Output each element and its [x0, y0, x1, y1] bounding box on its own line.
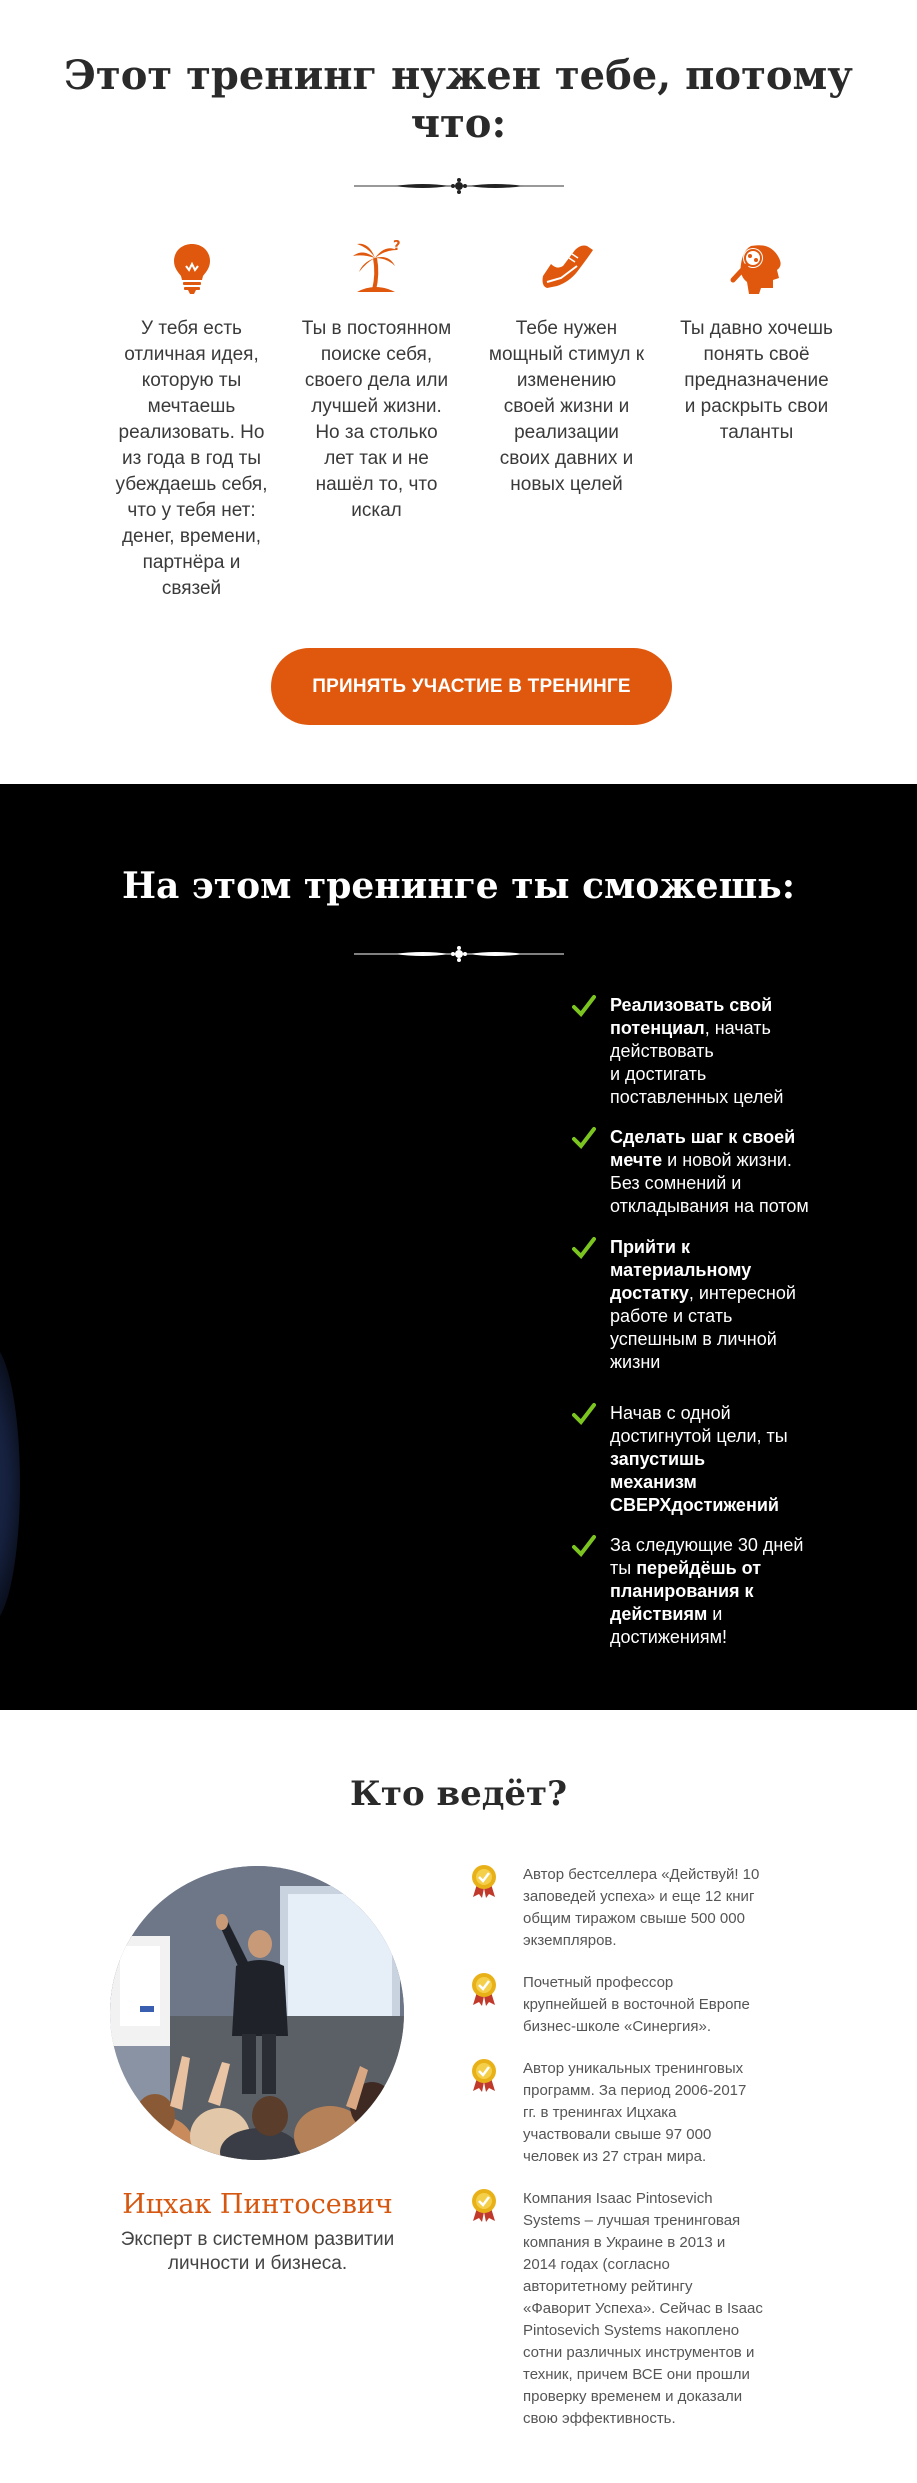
reasons-list	[104, 236, 844, 606]
fact-line: «Фаворит Успеха». Сейчас в Isaac	[523, 2300, 763, 2317]
checkmark-icon	[572, 1236, 596, 1260]
join-training-button[interactable]: ПРИНЯТЬ УЧАСТИЕ В ТРЕНИНГЕ	[271, 648, 672, 725]
fact-line: человек из 27 стран мира.	[523, 2148, 707, 2165]
fact-line: гг. в тренингах Ицхака	[523, 2104, 677, 2121]
benefit-text	[610, 994, 880, 1109]
benefits-title: На этом тренинге ты сможешь:	[122, 865, 795, 907]
benefit-text	[610, 1126, 880, 1218]
benefit-plain: ты	[610, 1558, 637, 1578]
fact-line: участвовали свыше 97 000	[523, 2126, 712, 2143]
benefit-bold: планирования к	[610, 1581, 754, 1601]
benefit-plain: и	[707, 1604, 723, 1624]
fact-line: свою эффективность.	[523, 2410, 676, 2427]
benefit-plain: и новой жизни.	[662, 1150, 792, 1170]
benefit-bold: Сделать шаг к своей	[610, 1127, 796, 1147]
reason-item	[669, 236, 844, 446]
benefit-plain: поставленных целей	[610, 1087, 784, 1107]
checkmark-icon	[572, 1402, 596, 1426]
fact-line: компания в Украине в 2013 и	[523, 2234, 726, 2251]
fact-line: Systems – лучшая тренинговая	[523, 2212, 741, 2229]
checkmark-icon	[572, 1126, 596, 1150]
fact-line: общим тиражом свыше 500 000	[523, 1910, 745, 1927]
ornament-divider	[0, 944, 917, 964]
reason-item	[104, 236, 279, 602]
why-title-line2: что:	[410, 100, 507, 147]
why-title	[0, 52, 917, 148]
speaker-photo-edge	[0, 1344, 20, 1624]
benefit-bold: перейдёшь от	[636, 1558, 762, 1578]
benefit-plain: , начать	[704, 1018, 771, 1038]
benefit-bold: действиям	[610, 1604, 708, 1624]
reason-item	[479, 236, 654, 498]
benefit-bold: мечте	[610, 1150, 663, 1170]
fact-line: сотни различных инструментов и	[523, 2344, 755, 2361]
award-medal-icon	[470, 2188, 498, 2222]
benefit-plain: , интересной	[688, 1283, 796, 1303]
fact-text	[523, 1972, 783, 2038]
benefit-text	[610, 1534, 880, 1649]
reason-text: Ты давно хочешь понять своё предназначение и раскрыть свои таланты	[680, 318, 833, 443]
svg-text:?: ?	[392, 239, 401, 254]
fact-line: программ. За период 2006-2017	[523, 2082, 747, 2099]
reason-text: Тебе нужен мощный стимул к изменению своей жизни и реализации своих давних и новых целей	[488, 318, 645, 495]
benefit-plain: жизни	[610, 1352, 661, 1372]
fact-line: техник, причем ВСЕ они прошли	[523, 2366, 750, 2383]
fact-line: Автор уникальных тренинговых	[523, 2060, 744, 2077]
benefit-bold: механизм	[610, 1472, 697, 1492]
head-magnifier-icon	[727, 236, 787, 296]
benefit-bold: материальному	[610, 1260, 752, 1280]
host-photo	[110, 1866, 404, 2160]
benefit-plain: достижениям!	[610, 1627, 727, 1647]
benefit-plain: откладывания на потом	[610, 1196, 809, 1216]
benefit-plain: успешным в личной	[610, 1329, 777, 1349]
benefit-bold: запустишь	[610, 1449, 706, 1469]
running-shoe-icon	[537, 236, 597, 296]
lightbulb-icon	[162, 236, 222, 296]
reason-item	[289, 236, 464, 524]
fact-line: проверку временем и доказали	[523, 2388, 743, 2405]
award-medal-icon	[470, 1864, 498, 1898]
host-title: Кто ведёт?	[349, 1774, 568, 1814]
benefit-bold: потенциал	[610, 1018, 705, 1038]
award-medal-icon	[470, 1972, 498, 2006]
fact-text	[523, 2058, 783, 2168]
fact-line: авторитетному рейтингу	[523, 2278, 693, 2295]
fact-line: Компания Isaac Pintosevich	[523, 2190, 713, 2207]
benefit-bold: Прийти к	[610, 1237, 690, 1257]
benefit-plain: Без сомнений и	[610, 1173, 742, 1193]
palm-island-question-icon	[347, 236, 407, 296]
benefit-bold: Реализовать свой	[610, 995, 773, 1015]
fact-line: Почетный профессор	[523, 1974, 674, 1991]
fact-line: экземпляров.	[523, 1932, 617, 1949]
benefit-plain: Начав с одной	[610, 1403, 731, 1423]
host-role	[90, 2228, 425, 2276]
reason-text: Ты в постоянном поиске себя, своего дела или лучшей жизни. Но за столько лет так и не нашёл то, что искал	[301, 318, 452, 521]
host-section	[0, 1710, 917, 2483]
benefit-plain: За следующие 30 дней	[610, 1535, 804, 1555]
ornament-divider	[0, 176, 917, 196]
benefit-plain: работе и стать	[610, 1306, 733, 1326]
host-role-line: Эксперт в системном развитии	[120, 2229, 395, 2250]
why-section	[0, 0, 917, 784]
benefit-text	[610, 1402, 880, 1517]
benefit-bold: СВЕРХдостижений	[610, 1495, 779, 1515]
fact-line: крупнейшей в восточной Европе	[523, 1996, 750, 2013]
fact-line: Pintosevich Systems накоплено	[523, 2322, 740, 2339]
award-medal-icon	[470, 2058, 498, 2092]
host-role-line: личности и бизнеса.	[167, 2253, 348, 2274]
benefit-plain: действовать	[610, 1041, 714, 1061]
benefit-plain: и достигать	[610, 1064, 707, 1084]
reason-text: У тебя есть отличная идея, которую ты мечтаешь реализовать. Но из года в год ты убеждаешь себя, что у тебя нет: денег, времени, партнёра и связей	[115, 318, 268, 599]
benefit-text	[610, 1236, 880, 1374]
fact-text	[523, 2188, 783, 2430]
fact-line: заповедей успеха» и еще 12 книг	[523, 1888, 755, 1905]
fact-line: бизнес-школе «Синергия».	[523, 2018, 712, 2035]
fact-line: Автор бестселлера «Действуй! 10	[523, 1866, 760, 1883]
fact-text	[523, 1864, 783, 1952]
benefit-bold: достатку	[610, 1283, 689, 1303]
checkmark-icon	[572, 1534, 596, 1558]
fact-line: 2014 годах (согласно	[523, 2256, 670, 2273]
benefits-section	[0, 784, 917, 1710]
host-name: Ицхак Пинтосевич	[122, 2189, 393, 2220]
checkmark-icon	[572, 994, 596, 1018]
why-title-line1: Этот тренинг нужен тебе, потому	[64, 52, 853, 99]
benefit-plain: достигнутой цели, ты	[610, 1426, 788, 1446]
